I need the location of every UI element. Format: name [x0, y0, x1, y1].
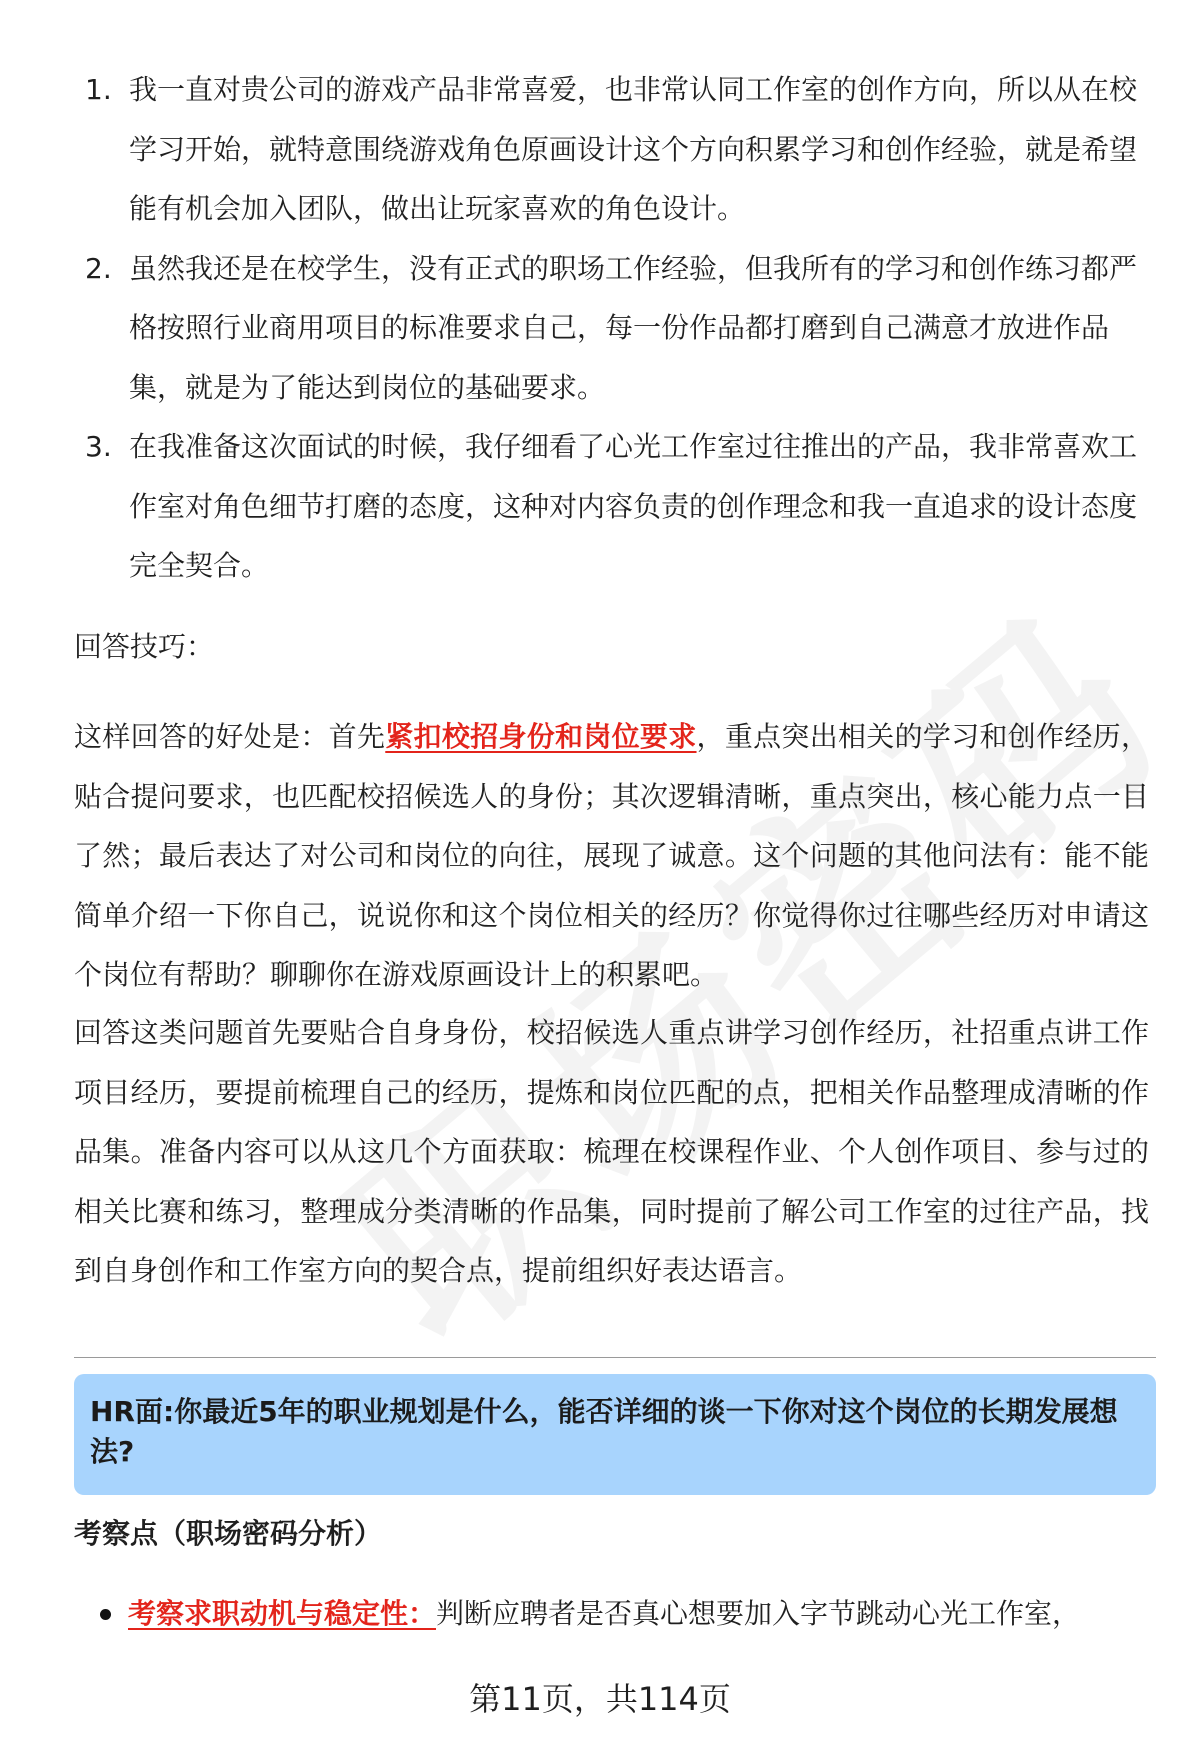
- hr-question-text: HR面:你最近5年的职业规划是什么，能否详细的谈一下你对这个岗位的长期发展想法?: [90, 1395, 1118, 1468]
- tips-highlight: 紧扣校招身份和岗位要求: [385, 720, 697, 753]
- list-text: 我一直对贵公司的游戏产品非常喜爱，也非常认同工作室的创作方向，所以从在校学习开始，就特意围绕游戏角色原画设计这个方向积累学习和创作经验，就是希望能有机会加入团队，做出让玩家喜欢的角色设计。: [129, 73, 1138, 225]
- list-text: 在我准备这次面试的时候，我仔细看了心光工作室过往推出的产品，我非常喜欢工作室对角色细节打磨的态度，这种对内容负责的创作理念和我一直追求的设计态度完全契合。: [129, 430, 1138, 582]
- preparation-paragraph: 回答这类问题首先要贴合自身身份，校招候选人重点讲学习创作经历，社招重点讲工作项目经历，要提前梳理自己的经历，提炼和岗位匹配的点，把相关作品整理成清晰的作品集。准备内容可以从这几个方面获取：梳理在校课程作业、个人创作项目、参与过的相关比赛和练习，整理成分类清晰的作品集，同时提前了解公司工作室的过往产品，找到自身创作和工作室方向的契合点，提前组织好表达语言。: [74, 1016, 1149, 1287]
- tips-paragraph: [74, 707, 1149, 1005]
- list-text: 虽然我还是在校学生，没有正式的职场工作经验，但我所有的学习和创作练习都严格按照行业商用项目的标准要求自己，每一份作品都打磨到自己满意才放进作品集，就是为了能达到岗位的基础要求。: [129, 251, 1138, 404]
- answer-list: [82, 60, 1142, 596]
- hr-question-box: [74, 1374, 1156, 1495]
- page-footer: 第11页，共114页: [469, 1680, 731, 1718]
- bullet-content: [128, 1594, 1080, 1634]
- list-item: [82, 60, 1142, 239]
- bullet-dot-icon: [100, 1609, 111, 1620]
- tips-label: 回答技巧：: [74, 630, 215, 663]
- tips-text-after: ，重点突出相关的学习和创作经历，贴合提问要求，也匹配校招候选人的身份；其次逻辑清晰，重点突出，核心能力点一目了然；最后表达了对公司和岗位的向往，展现了诚意。这个问题的其他问法有：能不能简单介绍一下你自己，说说你和这个岗位相关的经历？你觉得你过往哪些经历对申请这个岗位有帮助？聊聊你在游戏原画设计上的积累吧。: [74, 720, 1149, 991]
- list-number: 1.: [85, 73, 112, 106]
- list-item: [82, 417, 1142, 596]
- bullet-text: 判断应聘者是否真心想要加入字节跳动心光工作室，: [436, 1597, 1081, 1630]
- list-item: [82, 239, 1142, 418]
- bullet-highlight: 考察求职动机与稳定性：: [128, 1597, 437, 1630]
- list-number: 3.: [85, 430, 112, 463]
- list-number: 2.: [85, 251, 112, 285]
- section-divider: [74, 1357, 1156, 1358]
- section-title: 考察点（职场密码分析）: [74, 1517, 383, 1550]
- tips-text-before: 这样回答的好处是：首先: [74, 720, 386, 753]
